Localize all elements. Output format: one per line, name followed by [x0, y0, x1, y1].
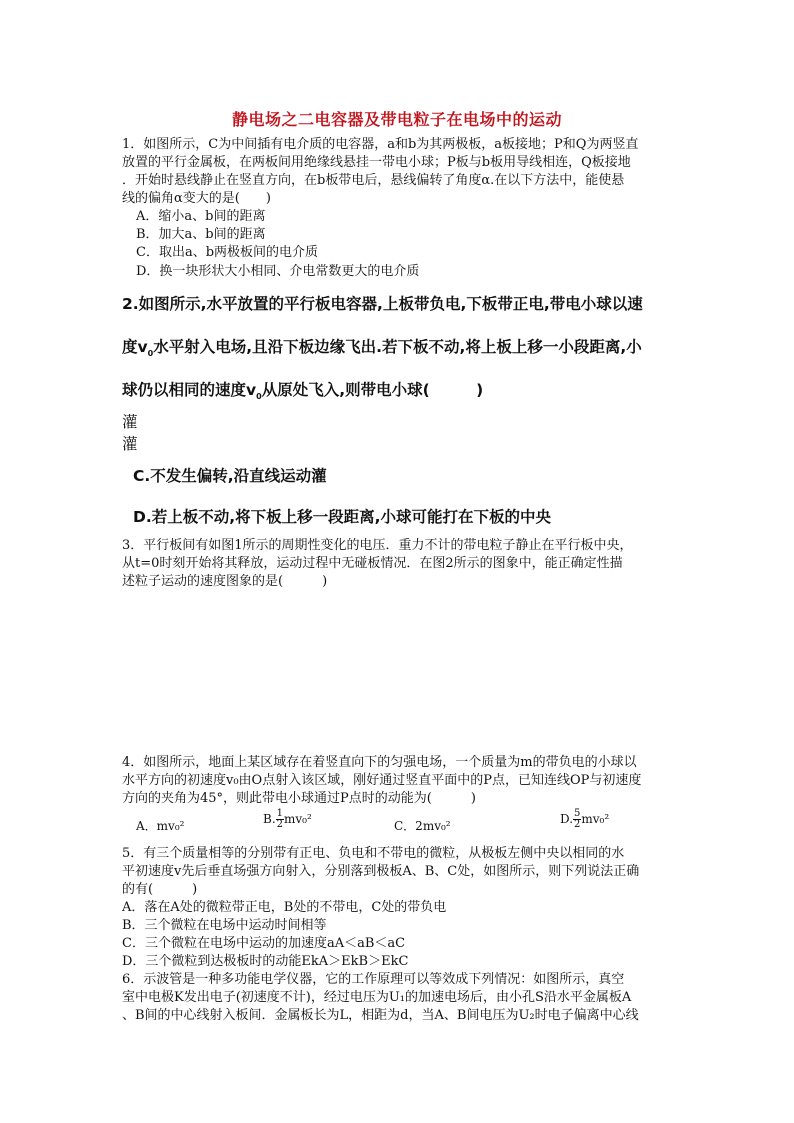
- q2-option-d: D.若上板不动,将下板上移一段距离,小球可能打在下板的中央: [133, 508, 552, 526]
- q1-line-3: ．开始时悬线静止在竖直方向，在b板带电后，悬线偏转了角度α.在以下方法中，能使悬: [122, 173, 625, 188]
- q2-line-1: 2.如图所示,水平放置的平行板电容器,上板带负电,下板带正电,带电小球以速: [122, 295, 643, 313]
- q6-line-3: 、B间的中心线射入板间．金属板长为L，相距为d，当A、B间电压为U₂时电子偏离中心线: [122, 1008, 639, 1023]
- q2-line-3: 球仍以相同的速度$v_0$从原处飞入,则带电小球( ): [122, 381, 484, 402]
- q5-option-a: A．落在A处的微粒带正电，B处的不带电，C处的带负电: [122, 900, 447, 915]
- q1-option-b: B．加大a、b间的距离: [136, 227, 266, 242]
- q4-line-2: 水平方向的初速度v₀由O点射入该区域，刚好通过竖直平面中的P点，已知连线OP与初速度: [122, 773, 642, 788]
- q1-line-1: 1．如图所示，C为中间插有电介质的电容器，a和b为其两极板，a板接地；P和Q为两竖直: [122, 137, 639, 152]
- q3-line-1: 3．平行板间有如图1所示的周期性变化的电压．重力不计的带电粒子静止在平行板中央，: [122, 538, 633, 553]
- q5-line-1: 5．有三个质量相等的分别带有正电、负电和不带电的微粒，从极板左侧中央以相同的水: [122, 846, 625, 861]
- q4-line-1: 4．如图所示，地面上某区域存在着竖直向下的匀强电场，一个质量为m的带负电的小球以: [122, 755, 637, 770]
- q4-line-3: 方向的夹角为45°，则此带电小球通过P点时的动能为( ): [122, 791, 476, 806]
- q4-option-a: A．mv₀²: [136, 819, 185, 833]
- q1-line-2: 放置的平行金属板，在两板间用绝缘线悬挂一带电小球；P板与b板用导线相连，Q板接地: [122, 155, 631, 170]
- q6-line-2: 室中电极K发出电子(初速度不计)，经过电压为U₁的加速电场后，由小孔S沿水平金属板A: [122, 990, 632, 1005]
- q2-blank-option-1: 灌: [122, 413, 138, 431]
- q4-option-b: B. $\frac{1}{2}$ mv₀²: [263, 808, 312, 830]
- q1-line-4: 线的偏角α变大的是( ): [122, 191, 271, 206]
- q4-option-c: C．2mv₀²: [394, 819, 451, 833]
- q1-option-c: C．取出a、b两极板间的电介质: [136, 245, 319, 260]
- q3-line-3: 述粒子运动的速度图象的是( ): [122, 574, 328, 589]
- q4-option-d: D. $\frac{5}{2}$ mv₀²: [560, 808, 610, 830]
- q5-line-3: 的有( ): [122, 882, 198, 897]
- q5-option-c: C．三个微粒在电场中运动的加速度aA＜aB＜aC: [122, 936, 406, 951]
- q5-option-b: B．三个微粒在电场中运动时间相等: [122, 918, 327, 933]
- q5-line-2: 平初速度v先后垂直场强方向射入，分别落到极板A、B、C处，如图所示，则下列说法正确: [122, 864, 640, 879]
- q4-option-b-fraction: $\frac{1}{2}$: [276, 808, 284, 830]
- q2-line-2: 度$v_0$水平射入电场,且沿下板边缘飞出.若下板不动,将上板上移一小段距离,小: [122, 338, 642, 359]
- q3-line-2: 从t=0时刻开始将其释放，运动过程中无碰板情况．在图2所示的图象中，能正确定性描: [122, 556, 623, 571]
- q2-option-c: C.不发生偏转,沿直线运动灌: [133, 467, 327, 485]
- q6-line-1: 6．示波管是一种多功能电学仪器，它的工作原理可以等效成下列情况：如图所示，真空: [122, 972, 625, 987]
- q4-option-d-fraction: $\frac{5}{2}$: [574, 808, 581, 830]
- q5-option-d: D．三个微粒到达极板时的动能EkA＞EkB＞EkC: [122, 954, 409, 969]
- q1-option-d: D．换一块形状大小相同、介电常数更大的电介质: [136, 264, 420, 279]
- q2-blank-option-2: 灌: [122, 435, 138, 453]
- page-title: 静电场之二电容器及带电粒子在电场中的运动: [231, 110, 562, 129]
- q1-option-a: A．缩小a、b间的距离: [136, 209, 266, 224]
